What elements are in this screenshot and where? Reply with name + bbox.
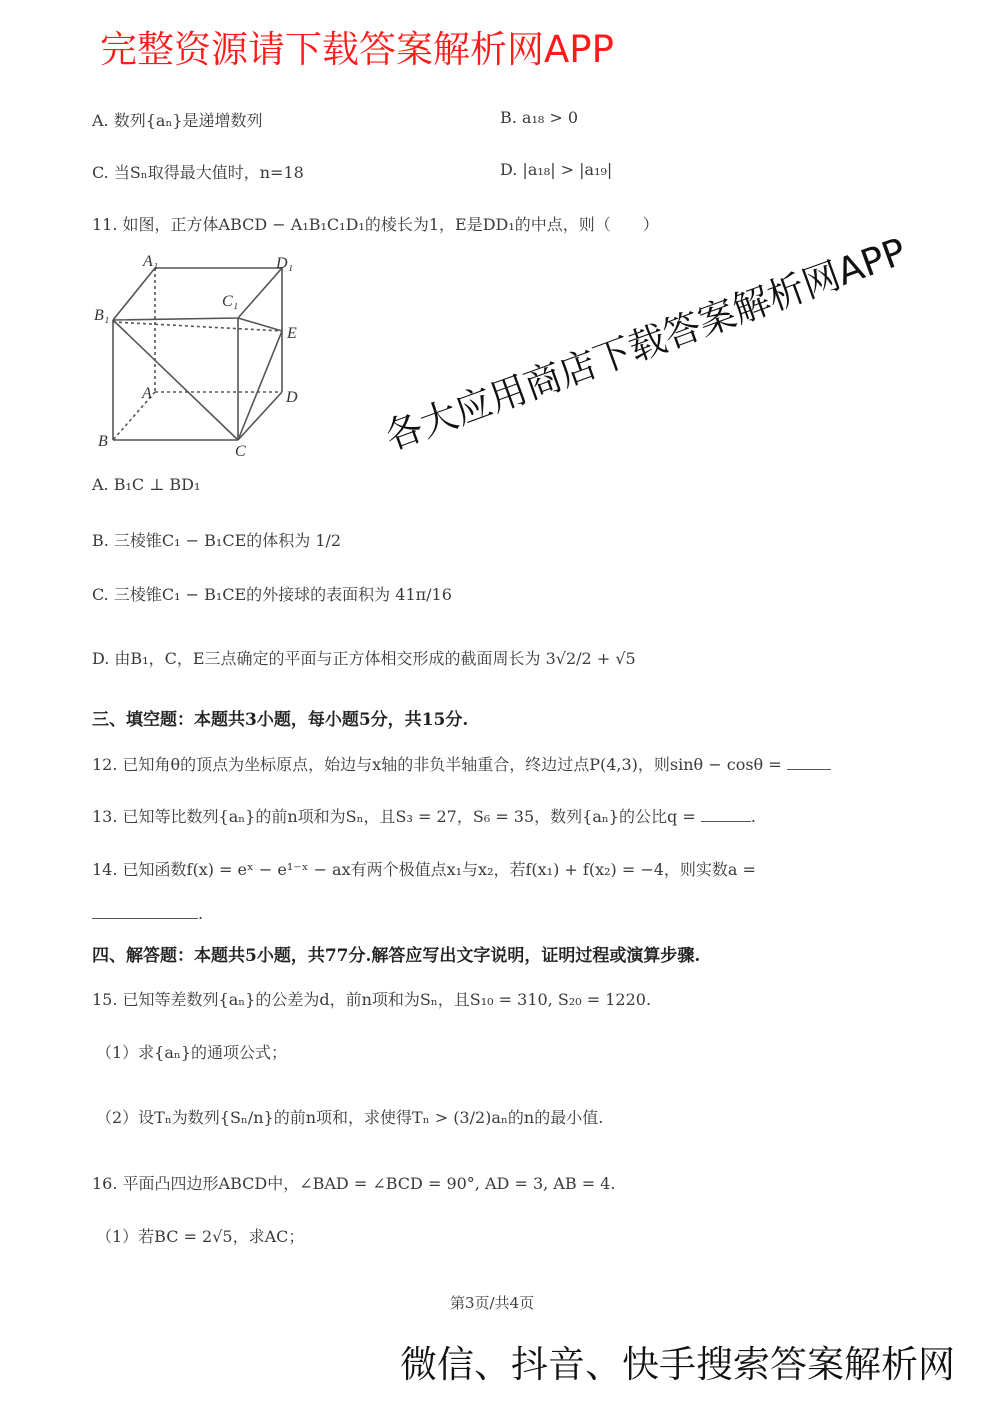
- label-a: A: [142, 385, 152, 402]
- q13-text: 13. 已知等比数列{aₙ}的前n项和为Sₙ，且S₃ = 27，S₆ = 35，数列{aₙ}的公比q =: [92, 807, 696, 826]
- q10-option-b: B. a₁₈ > 0: [500, 108, 579, 127]
- watermark-top-left: 各大应用商店下载答案解析网APP: [379, 229, 912, 459]
- q15-stem: 15. 已知等差数列{aₙ}的公差为d，前n项和为Sₙ，且S₁₀ = 310, S₂₀ = 1220.: [92, 990, 652, 1009]
- section-3-heading: 三、填空题：本题共3小题，每小题5分，共15分.: [92, 710, 469, 730]
- q16-part-1: （1）若BC = 2√5，求AC；: [96, 1227, 305, 1246]
- label-d1: D₁: [276, 255, 294, 272]
- exam-page: 完整资源请下载答案解析网APP A. 数列{aₙ}是递增数列 B. a₁₈ > 0 C. 当Sₙ取得最大值时，n=18 D. |a₁₈| > |a₁₉| 11. 如图，正方体ABCD − A₁B₁C₁D₁的棱长为1，E是DD₁的中点，则（ ） A₁ D₁ C₁ B₁ E A D B C 各大应用商店下载答案解析网APP A. B₁C ⊥ BD₁ B. 三棱锥C₁ − B₁CE的体积为 1/2 C. 三棱锥C₁ − B₁CE的外接球的表面积为 41π/16 D. 由B₁，C，E三点确定的平面与正方体相交形成的截面周长为 3√2/2 + √5 三、填空题：本题共3小题，每小题5分，共15分. 12. 已知角θ的顶点为坐标原点，始边与x轴的非负半轴重合，终边过点P(4,3)，则sinθ − cosθ = 13. 已知等比数列{aₙ}的前n项和为Sₙ，且S₃ = 27，S₆ = 35，数列{aₙ}的公比q = . 14. 已知函数f(x) = eˣ − e¹⁻ˣ − ax有两个极值点x₁与x₂，若f(x₁) + f(x₂) = −4，则实数a = . 四、解答题：本题共5小题，共77分.解答应写出文字说明，证明过程或演算步骤. 15. 已知等差数列{aₙ}的公差为d，前n项和为Sₙ，且S₁₀ = 310, S₂₀ = 1220. （1）求{aₙ}的通项公式； （2）设Tₙ为数列{Sₙ/n}的前n项和，求使得Tₙ > (3/2)aₙ的n的最小值. 16. 平面凸四边形ABCD中，∠BAD = ∠BCD = 90°, AD = 3, AB = 4. （1）若BC = 2√5，求AC； 第3页/共4页 微信、抖音、快手搜索答案解析网: [0, 0, 1000, 1415]
- cube-diagram: [90, 245, 320, 465]
- q11-option-c: C. 三棱锥C₁ − B₁CE的外接球的表面积为 41π/16: [92, 585, 452, 604]
- q10-option-c: C. 当Sₙ取得最大值时，n=18: [92, 163, 304, 182]
- q11-stem: 11. 如图，正方体ABCD − A₁B₁C₁D₁的棱长为1，E是DD₁的中点，则（ ）: [92, 215, 659, 234]
- watermark-center-red: 完整资源请下载答案解析网APP: [100, 28, 614, 71]
- q11-option-b: B. 三棱锥C₁ − B₁CE的体积为 1/2: [92, 531, 342, 550]
- q12-text: 12. 已知角θ的顶点为坐标原点，始边与x轴的非负半轴重合，终边过点P(4,3)，则sinθ − cosθ =: [92, 755, 782, 774]
- label-b1: B₁: [94, 307, 110, 324]
- q12-answer-blank: [787, 755, 831, 770]
- page-footer: 第3页/共4页: [450, 1294, 535, 1312]
- q15-part-1: （1）求{aₙ}的通项公式；: [96, 1043, 288, 1062]
- q14-text: 14. 已知函数f(x) = eˣ − e¹⁻ˣ − ax有两个极值点x₁与x₂，若f(x₁) + f(x₂) = −4，则实数a =: [92, 860, 756, 879]
- label-a1: A₁: [143, 253, 159, 270]
- q11-option-a: A. B₁C ⊥ BD₁: [92, 475, 201, 494]
- label-d: D: [286, 389, 298, 406]
- q15-part-2: （2）设Tₙ为数列{Sₙ/n}的前n项和，求使得Tₙ > (3/2)aₙ的n的最小值.: [96, 1108, 604, 1127]
- q13-answer-blank: [701, 807, 751, 822]
- label-b: B: [98, 433, 108, 450]
- section-4-heading: 四、解答题：本题共5小题，共77分.解答应写出文字说明，证明过程或演算步骤.: [92, 946, 701, 966]
- q12: [92, 752, 831, 775]
- q16-stem: 16. 平面凸四边形ABCD中，∠BAD = ∠BCD = 90°, AD = 3, AB = 4.: [92, 1174, 616, 1193]
- q14-answer-blank: [92, 904, 198, 919]
- label-c1: C₁: [222, 293, 239, 310]
- q11-option-d: D. 由B₁，C，E三点确定的平面与正方体相交形成的截面周长为 3√2/2 + √5: [92, 649, 636, 668]
- label-e: E: [287, 325, 297, 342]
- q10-option-d: D. |a₁₈| > |a₁₉|: [500, 160, 613, 179]
- label-c: C: [235, 443, 246, 460]
- q13: 13. 已知等比数列{aₙ}的前n项和为Sₙ，且S₃ = 27，S₆ = 35，数列{aₙ}的公比q = .: [92, 807, 756, 826]
- watermark-bottom-right: 微信、抖音、快手搜索答案解析网: [400, 1343, 955, 1386]
- q10-option-a: A. 数列{aₙ}是递增数列: [92, 111, 263, 130]
